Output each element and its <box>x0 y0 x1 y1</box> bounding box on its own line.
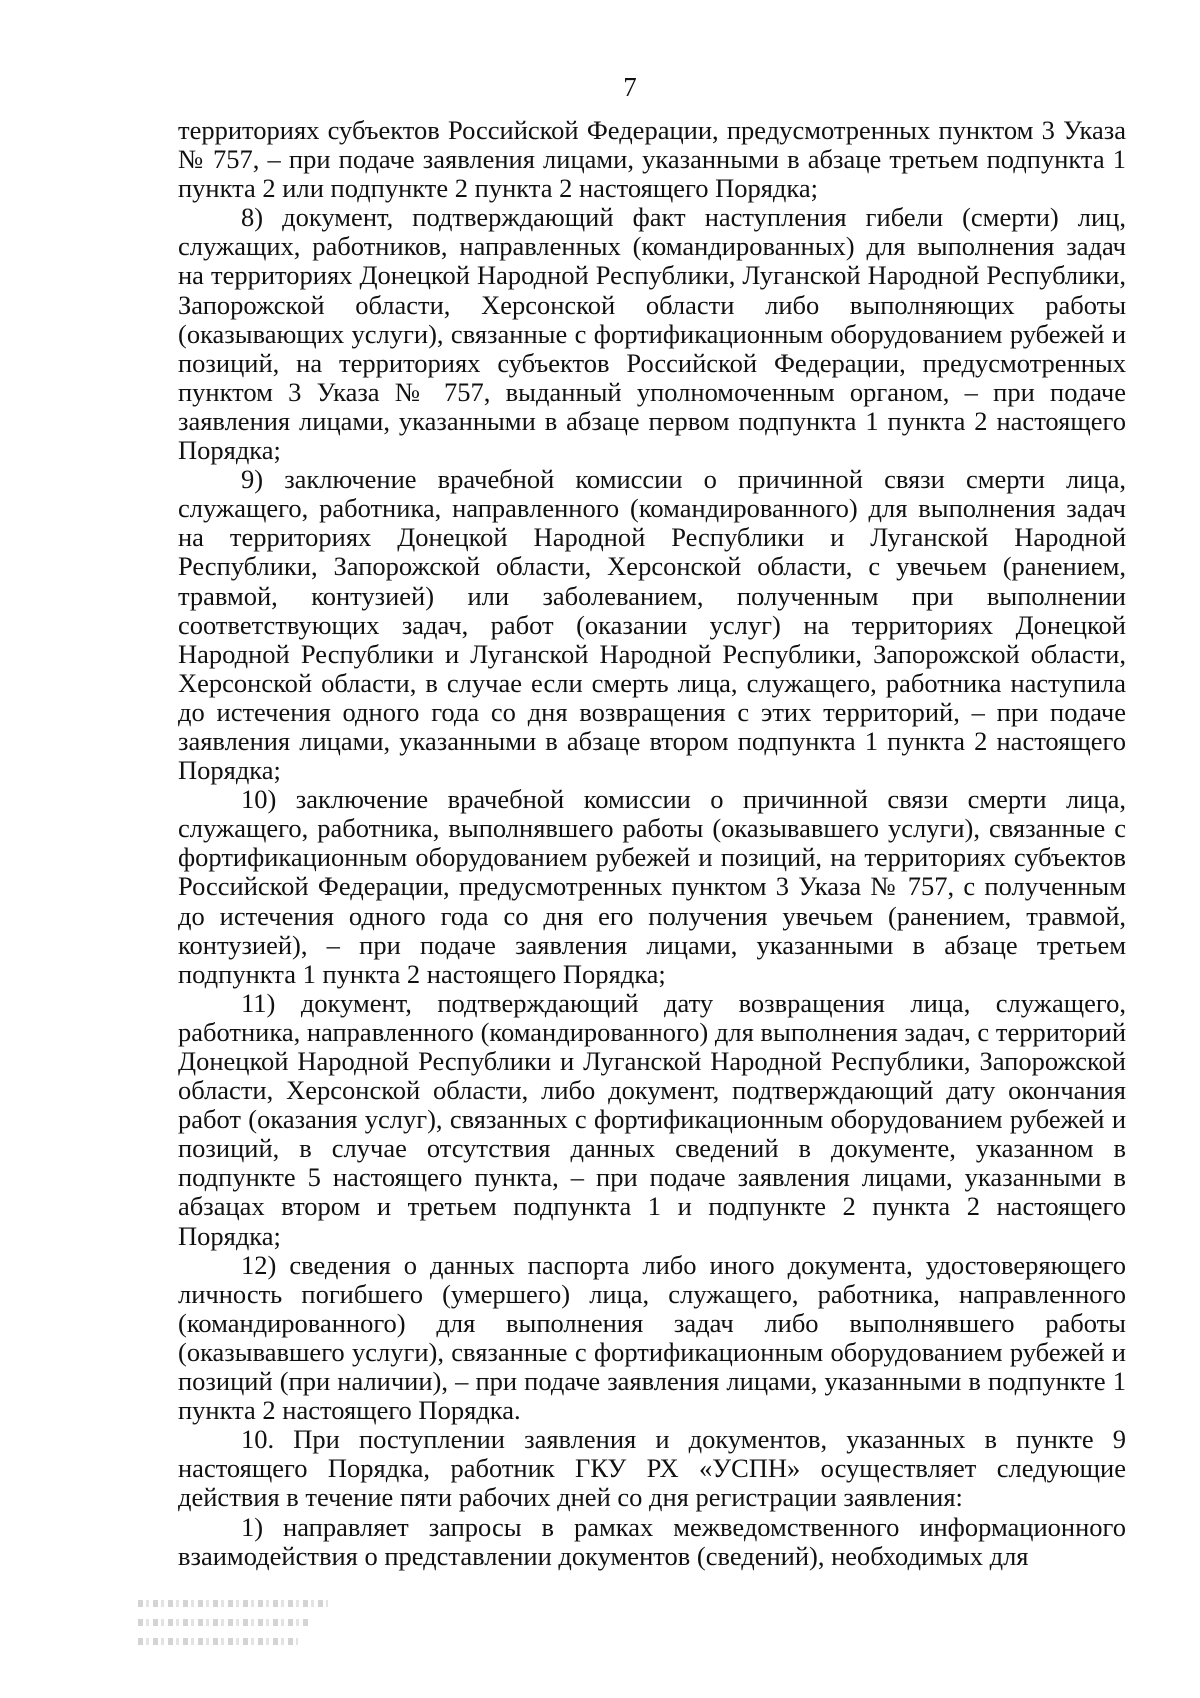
paragraph-item-11: 11) документ, подтверждающий дату возвращения лица, служащего, работника, направленного (командированного) для выполнения задач, с территорий Донецкой Народной Республики и Луганской Народной Республики, Запорожской области, Херсонской области, либо документ, подтверждающий дату окончания работ (оказания услуг), связанных с фортификационным оборудованием рубежей и позиций, в случае отсутствия данных сведений в документе, указанном в подпункте 5 настоящего пункта, – при подаче заявления лицами, указанными в абзацах втором и третьем подпункта 1 и подпункте 2 пункта 2 настоящего Порядка; <box>178 987 1126 1251</box>
paragraph-section-10: 10. При поступлении заявления и документов, указанных в пункте 9 настоящего Порядка, работник ГКУ РХ «УСПН» осуществляет следующие действия в течение пяти рабочих дней со дня регистрации заявления: <box>178 1424 1126 1513</box>
paragraph-item-8: 8) документ, подтверждающий факт наступления гибели (смерти) лиц, служащих, работников, направленных (командированных) для выполнения задач на территориях Донецкой Народной Республики, Луганской Народной Республики, Запорожской области, Херсонской области либо выполняющих работы (оказывающих услуги), связанные с фортификационным оборудованием рубежей и позиций, на территориях субъектов Российской Федерации, предусмотренных пунктом 3 Указа № 757, выданный уполномоченным органом, – при подаче заявления лицами, указанными в абзаце первом подпункта 1 пункта 2 настоящего Порядка; <box>178 202 1126 466</box>
paragraph-item-12: 12) сведения о данных паспорта либо иного документа, удостоверяющего личность погибшего (умершего) лица, служащего, работника, направленного (командированного) для выполнения задач либо выполнявшего работы (оказывавшего услуги), связанные с фортификационным оборудованием рубежей и позиций (при наличии), – при подаче заявления лицами, указанными в подпункте 1 пункта 2 настоящего Порядка. <box>178 1249 1126 1426</box>
faint-stamp-mark <box>138 1600 348 1657</box>
paragraph-item-9: 9) заключение врачебной комиссии о причинной связи смерти лица, служащего, работника, направленного (командированного) для выполнения задач на территориях Донецкой Народной Республики и Луганской Народной Республики, Запорожской области, Херсонской области, с увечьем (ранением, травмой, контузией) или заболеванием, полученным при выполнении соответствующих задач, работ (оказании услуг) на территориях Донецкой Народной Республики и Луганской Народной Республики, Запорожской области, Херсонской области, в случае если смерть лица, служащего, работника наступила до истечения одного года со дня возвращения с этих территорий, – при подаче заявления лицами, указанными в абзаце втором подпункта 1 пункта 2 настоящего Порядка; <box>178 464 1126 786</box>
document-body <box>178 116 1126 1571</box>
paragraph-section-10-item-1: 1) направляет запросы в рамках межведомственного информационного взаимодействия о представлении документов (сведений), необходимых для <box>178 1511 1126 1571</box>
paragraph-continuation: территориях субъектов Российской Федерации, предусмотренных пунктом 3 Указа № 757, – при подаче заявления лицами, указанными в абзаце третьем подпункта 1 пункта 2 или подпункте 2 пункта 2 настоящего Порядка; <box>178 115 1126 204</box>
paragraph-item-10: 10) заключение врачебной комиссии о причинной связи смерти лица, служащего, работника, выполнявшего работы (оказывавшего услуги), связанные с фортификационным оборудованием рубежей и позиций, на территориях субъектов Российской Федерации, предусмотренных пунктом 3 Указа № 757, с полученным до истечения одного года со дня его получения увечьем (ранением, травмой, контузией), – при подаче заявления лицами, указанными в абзаце третьем подпункта 1 пункта 2 настоящего Порядка; <box>178 784 1126 989</box>
page-number: 7 <box>623 72 637 102</box>
